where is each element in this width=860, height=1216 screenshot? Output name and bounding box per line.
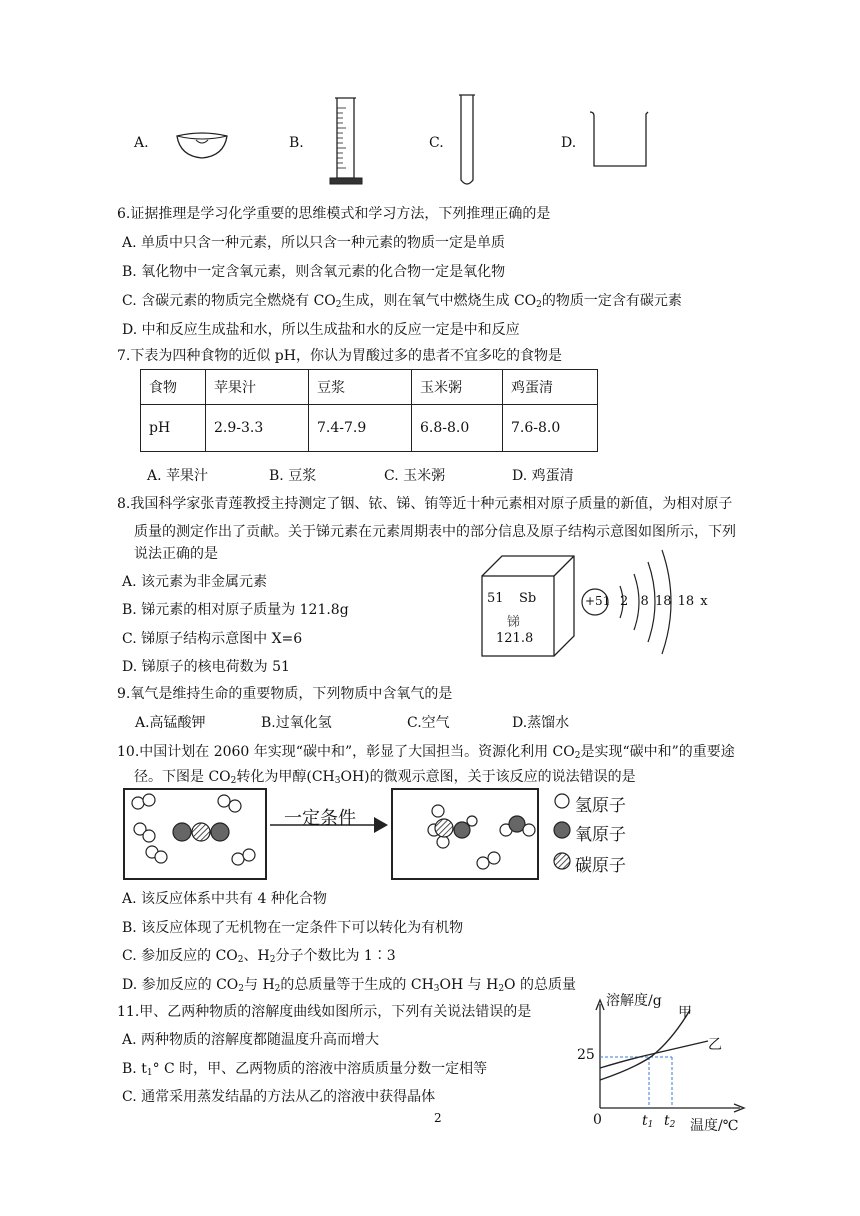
q7-option-d: D. 鸡蛋清: [512, 468, 574, 484]
q10-option-c: C. 参加反应的 $CO_2$、$H_2$分子个数比为 1∶3: [122, 948, 396, 965]
graph-origin-label: 0: [593, 1112, 602, 1128]
q8-option-b: B. 锑元素的相对原子质量为 121.8g: [122, 602, 349, 618]
ph-table-header-cell: 苹果汁: [206, 370, 309, 405]
curve-yi-label: 乙: [708, 1037, 722, 1053]
ph-table-cell: pH: [141, 405, 206, 452]
q11-option-a: A. 两种物质的溶解度都随温度升高而增大: [122, 1032, 380, 1048]
evaporating-dish-icon: [174, 128, 230, 160]
graph-t2-label: $t_2$: [664, 1113, 676, 1130]
q9-stem: 9.氧气是维持生命的重要物质，下列物质中含氧气的是: [117, 686, 453, 702]
q5-option-b-label: B.: [289, 135, 304, 151]
q6-option-d: D. 中和反应生成盐和水，所以生成盐和水的反应一定是中和反应: [122, 322, 520, 338]
q9-option-b: B.过氧化氢: [261, 715, 332, 731]
q8-option-c: C. 锑原子结构示意图中 X=6: [122, 631, 303, 647]
element-name: 锑: [507, 615, 521, 630]
page-number: 2: [434, 1111, 442, 1125]
graph-x-axis-label: 温度/℃: [690, 1118, 739, 1134]
q7-stem: 7.下表为四种食物的近似 pH，你认为胃酸过多的患者不宜多吃的食物是: [117, 348, 562, 364]
test-tube-icon: [455, 92, 479, 192]
q10-option-a: A. 该反应体系中共有 4 种化合物: [122, 891, 327, 907]
graph-t1-label: $t_1$: [642, 1113, 654, 1130]
graph-y-axis-label: 溶解度/g: [606, 993, 662, 1009]
q8-stem-line3: 说法正确的是: [134, 546, 218, 562]
ph-table: [140, 369, 598, 452]
q7-option-a: A. 苹果汁: [147, 468, 209, 484]
graph-y-tick-25: 25: [577, 1047, 595, 1063]
q8-stem-line1: 8.我国科学家张青莲教授主持测定了铟、铱、锑、铕等近十种元素相对原子质量的新值，为相对原子: [117, 496, 733, 512]
q11-option-c: C. 通常采用蒸发结晶的方法从乙的溶液中获得晶体: [122, 1089, 436, 1105]
q8-option-d: D. 锑原子的核电荷数为 51: [122, 659, 290, 675]
q5-option-c-label: C.: [429, 135, 444, 151]
q6-option-c: C. 含碳元素的物质完全燃烧有 $CO_2$生成，则在氧气中燃烧生成 $CO_2$的物质一定含有碳元素: [122, 293, 682, 310]
q6-option-a: A. 单质中只含一种元素，所以只含一种元素的物质一定是单质: [122, 235, 506, 251]
ph-table-cell: 7.6-8.0: [503, 405, 598, 452]
q6-option-b: B. 氧化物中一定含氧元素，则含氧元素的化合物一定是氧化物: [122, 264, 506, 280]
element-cell-cube: [478, 552, 578, 664]
legend-carbon-label: 碳原子: [575, 856, 626, 876]
q11-stem: 11.甲、乙两种物质的溶解度曲线如图所示，下列有关说法错误的是: [117, 1004, 532, 1020]
atom-nucleus-charge: +51: [585, 594, 611, 608]
ph-table-cell: 6.8-8.0: [412, 405, 503, 452]
reaction-condition-label: 一定条件: [284, 808, 356, 829]
atom-electron-shells: 2 8 18 18 x: [620, 594, 708, 609]
ph-table-header-cell: 鸡蛋清: [503, 370, 598, 405]
ph-table-cell: 2.9-3.3: [206, 405, 309, 452]
q10-option-d: D. 参加反应的 $CO_2$与 $H_2$的总质量等于生成的 $CH_3OH$ 与 $H_2O$ 的总质量: [122, 977, 576, 994]
q5-option-d-label: D.: [561, 135, 577, 151]
legend-hydrogen-label: 氢原子: [575, 796, 626, 816]
q5-option-a-label: A.: [134, 135, 149, 151]
q10-stem-line1: 10.中国计划在 2060 年实现“碳中和”，彰显了大国担当。资源化利用 $CO_2$是实现“碳中和”的重要途: [117, 744, 735, 761]
ph-table-header-cell: 豆浆: [309, 370, 412, 405]
ph-table-header-cell: 食物: [141, 370, 206, 405]
beaker-icon: [588, 110, 652, 174]
element-symbol: Sb: [519, 591, 537, 606]
q6-stem: 6.证据推理是学习化学重要的思维模式和学习方法，下列推理正确的是: [117, 206, 551, 222]
q9-option-d: D.蒸馏水: [512, 715, 570, 731]
q10-stem-line2: 径。下图是 $CO_2$转化为甲醇$(CH_3OH)$的微观示意图，关于该反应的说法错误的是: [134, 769, 636, 786]
graduated-cylinder-icon: [326, 94, 366, 190]
ph-table-cell: 7.4-7.9: [309, 405, 412, 452]
q10-option-b: B. 该反应体现了无机物在一定条件下可以转化为有机物: [122, 920, 464, 936]
q9-option-c: C.空气: [407, 715, 450, 731]
legend-oxygen-label: 氧原子: [575, 825, 626, 845]
ph-table-header-cell: 玉米粥: [412, 370, 503, 405]
solubility-curve-graph: [590, 996, 750, 1126]
q8-option-a: A. 该元素为非金属元素: [122, 574, 268, 590]
q7-option-c: C. 玉米粥: [384, 468, 446, 484]
q8-stem-line2: 质量的测定作出了贡献。关于锑元素在元素周期表中的部分信息及原子结构示意图如图所示，下列: [134, 524, 736, 540]
element-atomic-mass: 121.8: [496, 631, 534, 646]
curve-jia-label: 甲: [678, 1005, 692, 1021]
q11-option-b: B. $t_1^\circ$ C 时，甲、乙两物质的溶液中溶质质量分数一定相等: [122, 1061, 488, 1078]
element-atomic-number: 51: [487, 591, 504, 606]
q9-option-a: A.高锰酸钾: [135, 715, 206, 731]
q7-option-b: B. 豆浆: [269, 468, 317, 484]
